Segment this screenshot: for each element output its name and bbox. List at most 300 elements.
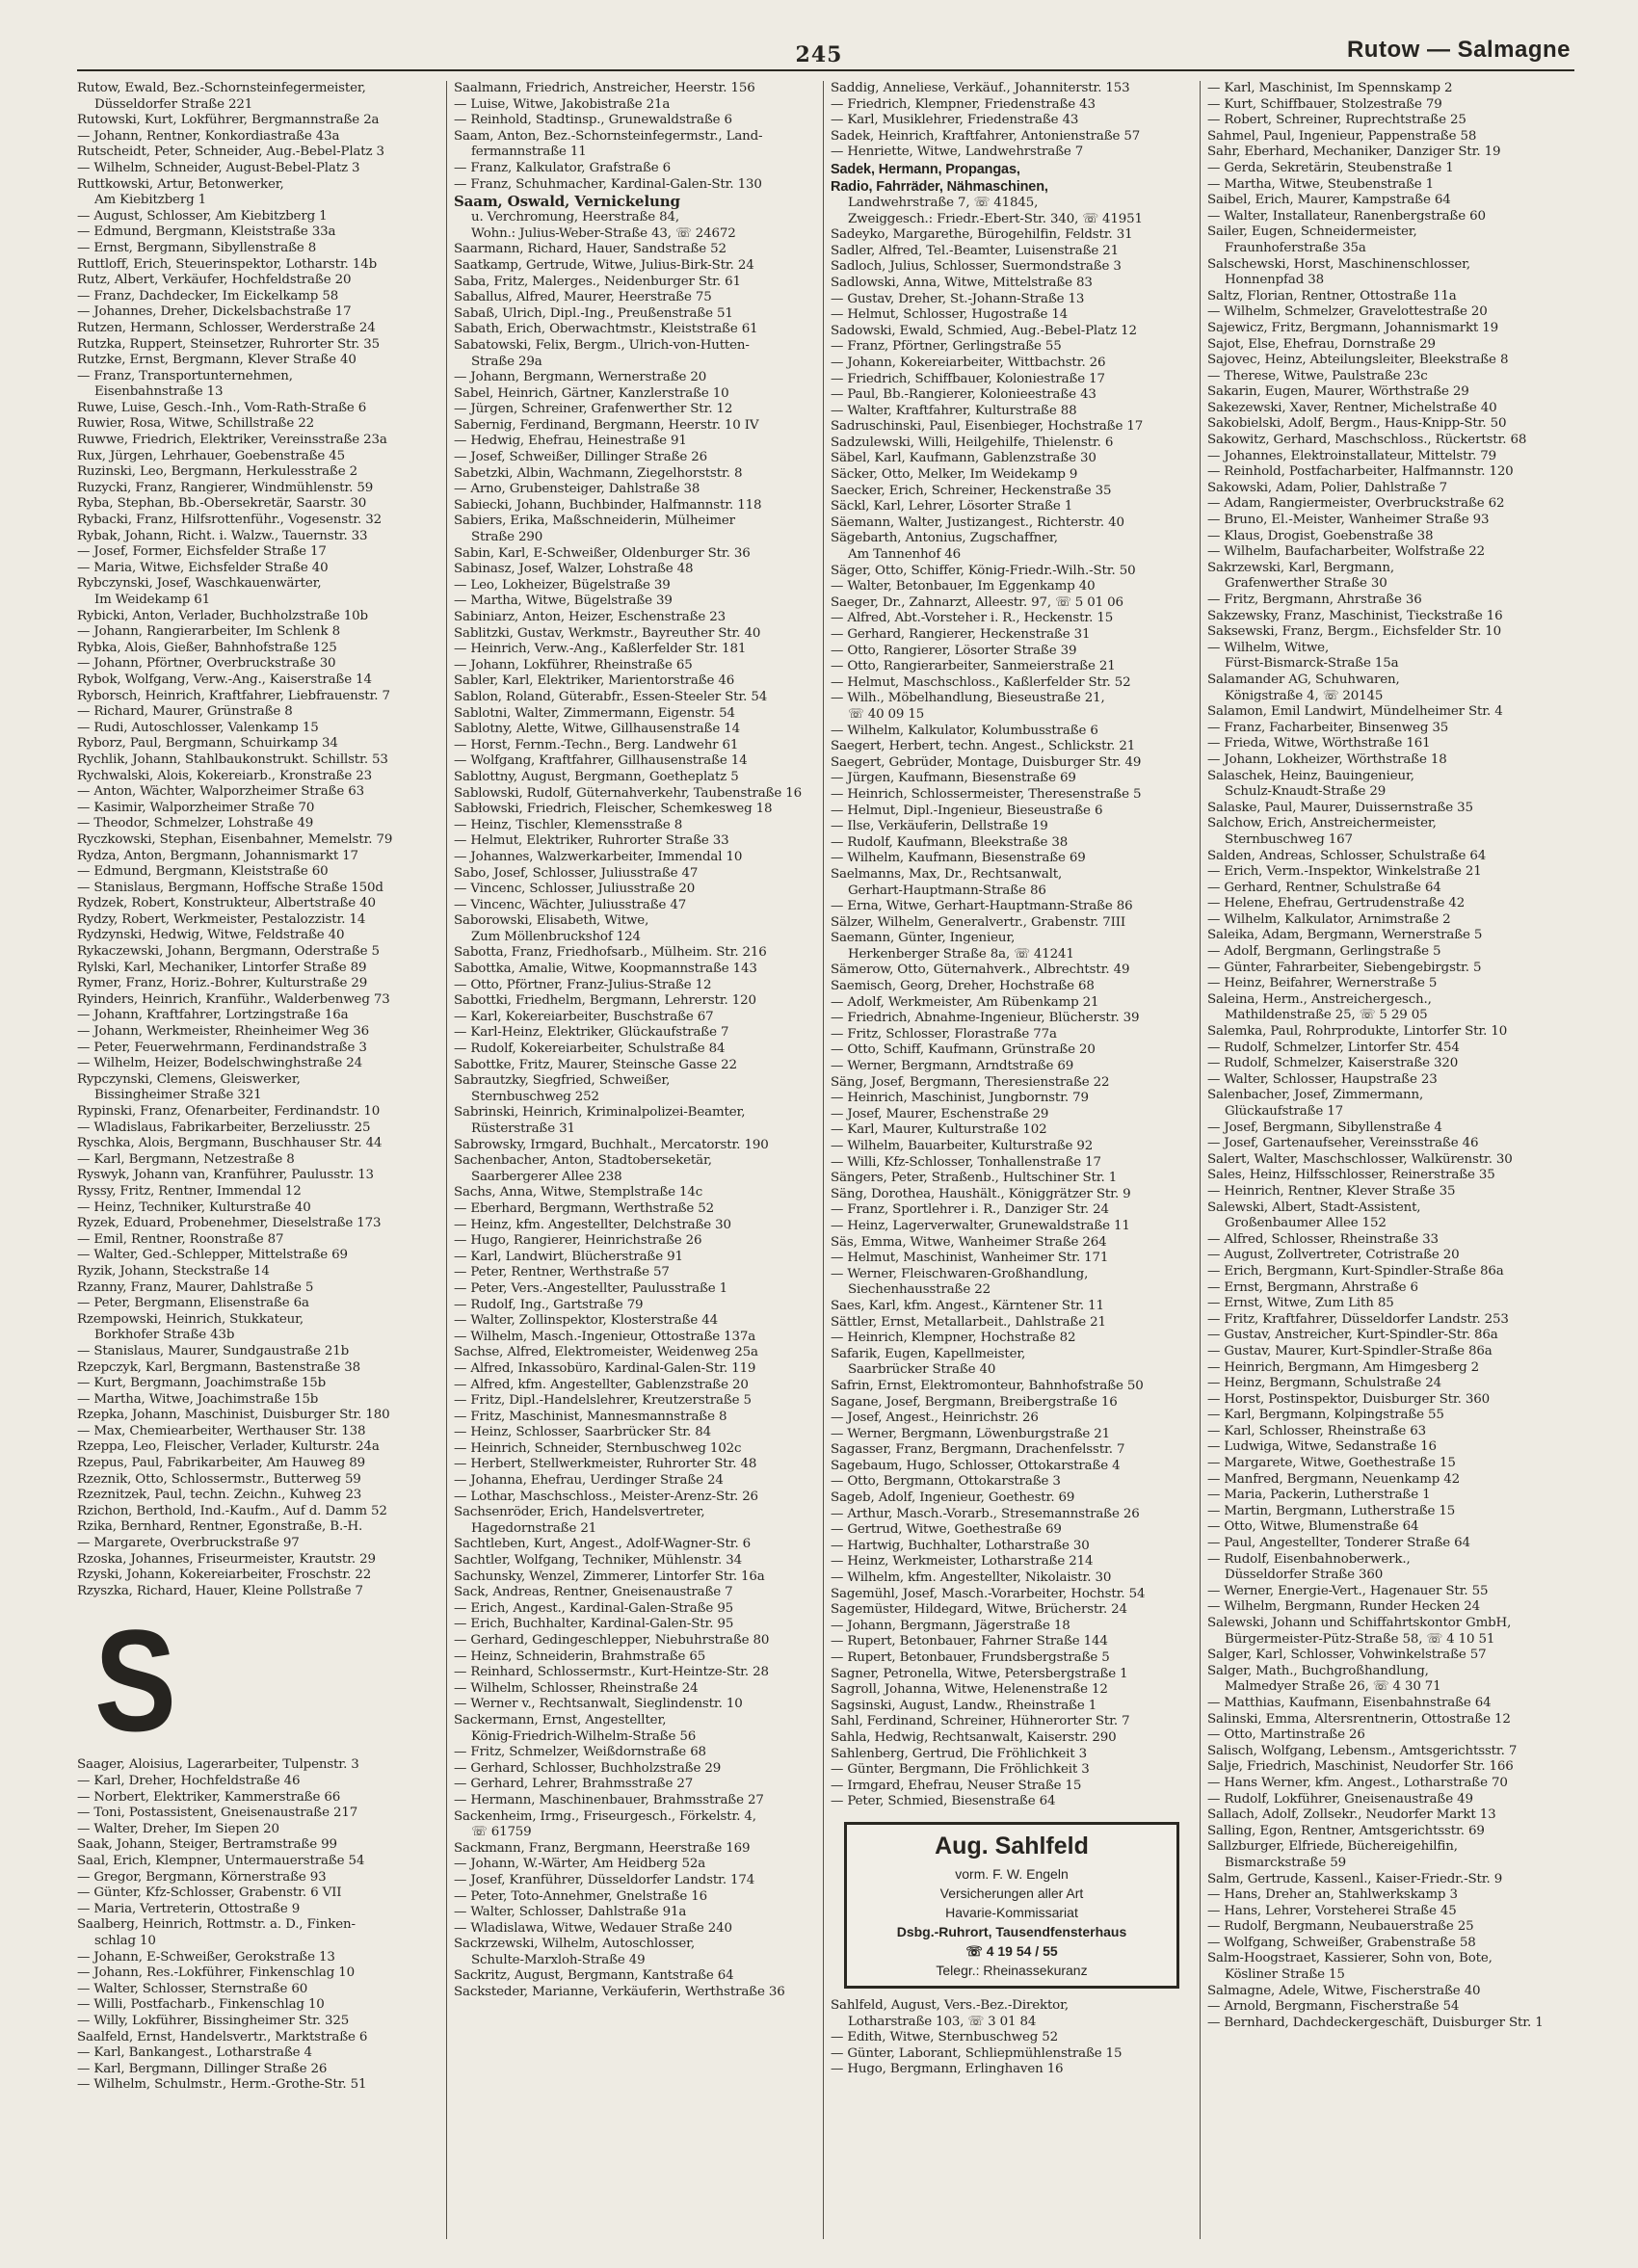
directory-entry: — Otto, Rangierarbeiter, Sanmeierstraße 21: [831, 659, 1116, 674]
directory-columns: [77, 81, 1576, 2239]
directory-entry: — Wilhelm, Kalkulator, Arnimstraße 2: [1207, 911, 1451, 927]
directory-entry: — Hermann, Maschinenbauer, Brahmsstraße 27: [454, 1792, 764, 1807]
header-rule: [77, 69, 1574, 71]
directory-entry: — Friedrich, Klempner, Friedenstraße 43: [831, 96, 1096, 112]
directory-entry: — Leo, Lokheizer, Bügelstraße 39: [454, 577, 671, 593]
directory-entry: — Ilse, Verkäuferin, Dellstraße 19: [831, 819, 1048, 834]
directory-entry: Ryba, Stephan, Bb.-Obersekretär, Saarstr. 30: [77, 496, 367, 512]
directory-entry: Sackenheim, Irmg., Friseurgesch., Förkelstr. 4,: [454, 1808, 756, 1824]
directory-entry: Sabler, Karl, Elektriker, Marientorstraße 46: [454, 673, 735, 689]
directory-entry: Sabiniarz, Anton, Heizer, Eschenstraße 23: [454, 610, 727, 624]
directory-entry: — Otto, Bergmann, Ottokarstraße 3: [831, 1474, 1061, 1490]
column-2: [446, 81, 823, 2239]
directory-entry: Saager, Aloisius, Lagerarbeiter, Tulpenstr. 3: [77, 1757, 359, 1773]
directory-entry-continuation: Großenbaumer Allee 152: [1225, 1216, 1387, 1231]
directory-entry: — Martha, Witwe, Steubenstraße 1: [1207, 176, 1435, 192]
directory-entry: Saal, Erich, Klempner, Untermauerstraße 54: [77, 1853, 365, 1868]
directory-entry: Sagebaum, Hugo, Schlosser, Ottokarstraße 4: [831, 1458, 1121, 1473]
directory-entry: Sahr, Eberhard, Mechaniker, Danziger Str. 19: [1207, 145, 1501, 160]
directory-entry: — Irmgard, Ehefrau, Neuser Straße 15: [831, 1778, 1082, 1793]
directory-entry: — Werner, Bergmann, Arndtstraße 69: [831, 1059, 1074, 1074]
directory-entry: — Herbert, Stellwerkmeister, Ruhrorter Str. 48: [454, 1457, 757, 1472]
directory-entry: Saegert, Herbert, techn. Angest., Schlickstr. 21: [831, 739, 1136, 754]
directory-entry: Sales, Heinz, Hilfsschlosser, Reinerstraße 35: [1207, 1168, 1495, 1183]
directory-entry: Saddig, Anneliese, Verkäuf., Johanniterstr. 153: [831, 81, 1130, 95]
directory-entry: — Gerhard, Schlosser, Buchholzstraße 29: [454, 1760, 722, 1776]
directory-entry: — Heinrich, Verw.-Ang., Kaßlerfelder Str. 181: [454, 642, 747, 657]
directory-entry: — Johann, Lokheizer, Wörthstraße 18: [1207, 752, 1447, 767]
directory-entry: — Horst, Fernm.-Techn., Berg. Landwehr 61: [454, 737, 739, 752]
directory-entry-continuation: Grafenwerther Straße 30: [1225, 576, 1387, 592]
directory-entry: Rydzynski, Hedwig, Witwe, Feldstraße 40: [77, 928, 345, 943]
directory-entry: Rzyszka, Richard, Hauer, Kleine Pollstraße 7: [77, 1583, 363, 1598]
directory-entry: Salenbacher, Josef, Zimmermann,: [1207, 1088, 1424, 1103]
directory-entry: — Anton, Wächter, Walporzheimer Straße 63: [77, 784, 364, 800]
directory-entry-continuation: Bismarckstraße 59: [1225, 1855, 1346, 1870]
directory-entry: Sabernig, Ferdinand, Bergmann, Heerstr. 10 IV: [454, 417, 759, 433]
directory-entry: — Otto, Martinstraße 26: [1207, 1727, 1365, 1743]
directory-entry: Säs, Emma, Witwe, Wanheimer Straße 264: [831, 1234, 1107, 1250]
directory-entry: — August, Zollvertreter, Cotristraße 20: [1207, 1248, 1460, 1263]
directory-entry: Rzichon, Berthold, Ind.-Kaufm., Auf d. Damm 52: [77, 1503, 387, 1518]
directory-entry: — Hugo, Rangierer, Heinrichstraße 26: [454, 1233, 702, 1249]
directory-entry: — Helmut, Maschinist, Wanheimer Str. 171: [831, 1251, 1109, 1266]
directory-entry: Ryborsch, Heinrich, Kraftfahrer, Liebfrauenstr. 7: [77, 688, 390, 703]
directory-entry: — Günter, Laborant, Schliepmühlenstraße 15: [831, 2045, 1123, 2061]
directory-entry: Sabel, Heinrich, Gärtner, Kanzlerstraße 10: [454, 385, 729, 401]
directory-entry: — Franz, Kalkulator, Grafstraße 6: [454, 160, 672, 175]
directory-entry: — Gustav, Anstreicher, Kurt-Spindler-Str. 86a: [1207, 1328, 1498, 1343]
directory-entry-continuation: Zum Möllenbruckshof 124: [471, 929, 641, 944]
directory-entry: — Therese, Witwe, Paulstraße 23c: [1207, 368, 1428, 383]
directory-entry: — Walter, Kraftfahrer, Kulturstraße 88: [831, 403, 1077, 418]
directory-entry: Sackritz, August, Bergmann, Kantstraße 64: [454, 1968, 734, 1984]
directory-entry: Sackmann, Franz, Bergmann, Heerstraße 169: [454, 1840, 751, 1856]
directory-entry: — Rudolf, Schmelzer, Lintorfer Str. 454: [1207, 1040, 1460, 1055]
directory-entry: — Karl, Maschinist, Im Spennskamp 2: [1207, 81, 1453, 95]
directory-entry: Sadler, Alfred, Tel.-Beamter, Luisenstraße 21: [831, 243, 1120, 258]
directory-entry: — Fritz, Schlosser, Florastraße 77a: [831, 1026, 1057, 1042]
directory-entry: — Reinhold, Stadtinsp., Grunewaldstraße 6: [454, 113, 732, 128]
directory-entry: — Hans Werner, kfm. Angest., Lotharstraße 70: [1207, 1775, 1508, 1790]
directory-entry: — Klaus, Drogist, Goebenstraße 38: [1207, 528, 1434, 543]
directory-entry-continuation: Siechenhausstraße 22: [848, 1282, 991, 1298]
directory-entry: — Günter, Fahrarbeiter, Siebengebirgstr. 5: [1207, 960, 1482, 975]
directory-entry: — Edmund, Bergmann, Kleiststraße 60: [77, 864, 329, 880]
directory-entry: — Erich, Buchhalter, Kardinal-Galen-Str. 95: [454, 1617, 734, 1632]
directory-entry: Sacksteder, Marianne, Verkäuferin, Werthstraße 36: [454, 1985, 785, 2000]
directory-entry: Sagane, Josef, Bergmann, Breibergstraße 16: [831, 1394, 1118, 1410]
directory-entry: — Stanislaus, Bergmann, Hoffsche Straße 150d: [77, 880, 383, 895]
directory-entry: — Peter, Feuerwehrmann, Ferdinandstraße 3: [77, 1040, 367, 1055]
directory-entry: Sajot, Else, Ehefrau, Dornstraße 29: [1207, 336, 1436, 352]
directory-entry: — Friedrich, Schiffbauer, Koloniestraße 17: [831, 371, 1105, 386]
directory-entry: — Robert, Schreiner, Ruprechtstraße 25: [1207, 113, 1466, 128]
directory-entry: Sablottny, August, Bergmann, Goetheplatz 5: [454, 769, 739, 784]
directory-entry: — Fritz, Bergmann, Ahrstraße 36: [1207, 593, 1422, 607]
directory-entry: Saballus, Alfred, Maurer, Heerstraße 75: [454, 290, 712, 305]
directory-entry: — Peter, Rentner, Werthstraße 57: [454, 1265, 670, 1280]
directory-entry: — Erich, Bergmann, Kurt-Spindler-Straße 86a: [1207, 1263, 1504, 1279]
directory-entry: Sahlfeld, August, Vers.-Bez.-Direktor,: [831, 1997, 1069, 2013]
directory-entry: Sagasser, Franz, Bergmann, Drachenfelsstr. 7: [831, 1442, 1125, 1458]
directory-entry: — Wilhelm, Baufacharbeiter, Wolfstraße 22: [1207, 544, 1486, 560]
directory-entry: — Ernst, Witwe, Zum Lith 85: [1207, 1296, 1394, 1311]
directory-entry: — Willy, Lokführer, Bissingheimer Str. 325: [77, 2013, 350, 2028]
directory-entry: Säckl, Karl, Lehrer, Lösorter Straße 1: [831, 499, 1073, 514]
directory-entry: — Fritz, Schmelzer, Weißdornstraße 68: [454, 1745, 706, 1760]
directory-entry: Sabottke, Fritz, Maurer, Steinsche Gasse 22: [454, 1057, 737, 1072]
directory-entry: Sallzburger, Elfriede, Büchereigehilfin,: [1207, 1839, 1458, 1855]
directory-entry: Sadruschinski, Paul, Eisenbieger, Hochstraße 17: [831, 419, 1144, 435]
directory-entry-continuation: ☏ 61759: [471, 1825, 532, 1840]
ad-line: Telegr.: Rheinassekuranz: [936, 1962, 1088, 1978]
directory-entry: Sachtler, Wolfgang, Techniker, Mühlenstr. 34: [454, 1553, 742, 1569]
directory-entry: — Gerhard, Lehrer, Brahmsstraße 27: [454, 1777, 694, 1792]
directory-entry: — Arnold, Bergmann, Fischerstraße 54: [1207, 1999, 1460, 2015]
directory-entry: — Otto, Schiff, Kaufmann, Grünstraße 20: [831, 1042, 1096, 1058]
directory-entry-continuation: Am Tannenhof 46: [848, 547, 961, 563]
directory-entry: — Willi, Kfz-Schlosser, Tonhallenstraße 17: [831, 1154, 1101, 1170]
directory-entry: — Martha, Witwe, Joachimstraße 15b: [77, 1391, 319, 1407]
directory-entry: Sablon, Roland, Güterabfr., Essen-Steeler Str. 54: [454, 689, 768, 704]
directory-entry-continuation: Mathildenstraße 25, ☏ 5 29 05: [1225, 1008, 1428, 1023]
directory-entry: — Rudolf, Schmelzer, Kaiserstraße 320: [1207, 1056, 1459, 1071]
directory-entry: Rychwalski, Alois, Kokereiarb., Kronstraße 23: [77, 768, 372, 783]
directory-entry: — Horst, Postinspektor, Duisburger Str. 360: [1207, 1391, 1490, 1407]
directory-entry: Sailer, Eugen, Schneidermeister,: [1207, 224, 1417, 240]
directory-entry: — Johann, Rangierarbeiter, Im Schlenk 8: [77, 624, 340, 640]
directory-entry: — Adolf, Werkmeister, Am Rübenkamp 21: [831, 994, 1099, 1010]
directory-entry-continuation: Zweiggesch.: Friedr.-Ebert-Str. 340, ☏ 41951: [848, 211, 1143, 226]
directory-entry: — Johann, Bergmann, Wernerstraße 20: [454, 370, 707, 385]
directory-entry: Saba, Fritz, Malerges., Neidenburger Str. 61: [454, 274, 741, 289]
directory-entry: Ruwwe, Friedrich, Elektriker, Vereinsstraße 23a: [77, 433, 387, 448]
directory-entry-continuation: Im Weidekamp 61: [94, 593, 211, 607]
directory-entry: Sachenbacher, Anton, Stadtoberseketär,: [454, 1153, 712, 1169]
directory-entry: — Jürgen, Schreiner, Grafenwerther Str. 12: [454, 402, 733, 417]
directory-entry: Saam, Oswald, Vernickelung: [454, 193, 680, 211]
directory-entry: Sabinasz, Josef, Walzer, Lohstraße 48: [454, 562, 694, 577]
directory-entry: — Josef, Gartenaufseher, Vereinsstraße 46: [1207, 1136, 1479, 1151]
directory-entry: Salje, Friedrich, Maschinist, Neudorfer Str. 166: [1207, 1759, 1514, 1775]
directory-entry: — Max, Chemiearbeiter, Werthauser Str. 138: [77, 1423, 366, 1438]
directory-entry: — Karl-Heinz, Elektriker, Glückaufstraße 7: [454, 1025, 729, 1041]
directory-entry: — Eberhard, Bergmann, Werthstraße 52: [454, 1200, 714, 1216]
directory-entry: Saecker, Erich, Schreiner, Heckenstraße 35: [831, 483, 1112, 498]
directory-entry: — Wilhelm, kfm. Angestellter, Nikolaistr. 30: [831, 1570, 1112, 1586]
directory-entry-continuation: Eisenbahnstraße 13: [94, 384, 224, 400]
directory-entry: Rzeppa, Leo, Fleischer, Verlader, Kulturstr. 24a: [77, 1439, 380, 1455]
directory-entry-continuation: Am Kiebitzberg 1: [94, 193, 206, 208]
directory-entry: — Erich, Verm.-Inspektor, Winkelstraße 21: [1207, 864, 1482, 880]
directory-entry: Rzoska, Johannes, Friseurmeister, Krautstr. 29: [77, 1551, 376, 1567]
directory-entry: Saborowski, Elisabeth, Witwe,: [454, 913, 649, 929]
directory-entry: Sageb, Adolf, Ingenieur, Goethestr. 69: [831, 1490, 1075, 1506]
directory-entry: Rutscheidt, Peter, Schneider, Aug.-Bebel-Platz 3: [77, 145, 384, 160]
directory-entry: — Heinrich, Bergmann, Am Himgesberg 2: [1207, 1359, 1480, 1375]
directory-entry: Rydzek, Robert, Konstrukteur, Albertstraße 40: [77, 896, 376, 911]
directory-entry: — Werner, Energie-Vert., Hagenauer Str. 55: [1207, 1583, 1489, 1598]
directory-entry: Rutow, Ewald, Bez.-Schornsteinfegermeister,: [77, 81, 366, 95]
directory-entry: — Johann, Res.-Lokführer, Finkenschlag 10: [77, 1965, 355, 1981]
directory-entry: — Martin, Bergmann, Lutherstraße 15: [1207, 1503, 1456, 1518]
directory-entry: — Heinz, Techniker, Kulturstraße 40: [77, 1200, 311, 1215]
directory-entry: Sakrzewski, Karl, Bergmann,: [1207, 560, 1394, 575]
directory-entry-continuation: Königstraße 4, ☏ 20145: [1225, 688, 1384, 703]
directory-entry: — Alfred, Schlosser, Rheinstraße 33: [1207, 1231, 1439, 1247]
directory-entry: Sabrowsky, Irmgard, Buchhalt., Mercatorstr. 190: [454, 1137, 769, 1152]
directory-entry: — Heinz, Beifahrer, Wernerstraße 5: [1207, 976, 1438, 991]
directory-entry: — Wolfgang, Schweißer, Grabenstraße 58: [1207, 1935, 1476, 1950]
directory-entry: — Erna, Witwe, Gerhart-Hauptmann-Straße 86: [831, 899, 1133, 914]
directory-entry-continuation: Hagedornstraße 21: [471, 1520, 597, 1536]
directory-entry-continuation: Bissingheimer Straße 321: [94, 1088, 262, 1103]
directory-entry-continuation: schlag 10: [94, 1933, 156, 1948]
directory-entry: Rzepka, Johann, Maschinist, Duisburger Str. 180: [77, 1408, 390, 1423]
directory-entry-continuation: Kösliner Straße 15: [1225, 1967, 1345, 1983]
directory-entry: — Alfred, kfm. Angestellter, Gablenzstraße 20: [454, 1377, 749, 1392]
directory-entry: — Walter, Ged.-Schlepper, Mittelstraße 69: [77, 1248, 348, 1263]
directory-entry: — Franz, Facharbeiter, Binsenweg 35: [1207, 720, 1449, 735]
directory-entry: — Karl, Bankangest., Lotharstraße 4: [77, 2045, 312, 2061]
directory-entry: — Adam, Rangiermeister, Overbruckstraße 62: [1207, 496, 1505, 512]
directory-entry: — Karl, Bergmann, Kolpingstraße 55: [1207, 1408, 1444, 1423]
directory-entry: Säger, Otto, Schiffer, König-Friedr.-Wilh.-Str. 50: [831, 563, 1136, 578]
directory-entry: Sämerow, Otto, Güternahverk., Albrechtstr. 49: [831, 963, 1130, 978]
directory-entry: Saemisch, Georg, Dreher, Hochstraße 68: [831, 979, 1095, 994]
directory-entry: — Wilhelm, Kaufmann, Biesenstraße 69: [831, 851, 1086, 866]
directory-entry: Saalmann, Friedrich, Anstreicher, Heerstr. 156: [454, 81, 755, 95]
directory-entry: — Heinz, Bergmann, Schulstraße 24: [1207, 1376, 1441, 1391]
directory-entry: — Karl, Dreher, Hochfeldstraße 46: [77, 1774, 301, 1788]
directory-entry: Sabiers, Erika, Maßschneiderin, Mülheimer: [454, 514, 735, 529]
directory-entry: Sahmel, Paul, Ingenieur, Pappenstraße 58: [1207, 128, 1477, 144]
directory-entry: — Alfred, Inkassobüro, Kardinal-Galen-Str. 119: [454, 1360, 756, 1376]
directory-entry: — Peter, Bergmann, Elisenstraße 6a: [77, 1296, 309, 1311]
directory-entry: Saemann, Günter, Ingenieur,: [831, 931, 1016, 946]
directory-entry: — Rudolf, Bergmann, Neubauerstraße 25: [1207, 1919, 1474, 1935]
directory-entry: Rzeznitzek, Paul, techn. Zeichn., Kuhweg 23: [77, 1488, 362, 1503]
directory-entry: — Wolfgang, Kraftfahrer, Gillhausenstraße 14: [454, 753, 748, 769]
directory-entry: — Helmut, Schlosser, Hugostraße 14: [831, 307, 1069, 323]
directory-entry: Saegert, Gebrüder, Montage, Duisburger Str. 49: [831, 754, 1142, 770]
directory-entry: — Helene, Ehefrau, Gertrudenstraße 42: [1207, 896, 1466, 911]
directory-entry: Sabiecki, Johann, Buchbinder, Halfmannstr. 118: [454, 497, 762, 513]
directory-entry: Rychlik, Johann, Stahlbaukonstrukt. Schillstr. 53: [77, 752, 388, 767]
directory-entry: Saelmanns, Max, Dr., Rechtsanwalt,: [831, 866, 1063, 882]
directory-entry: — Werner v., Rechtsanwalt, Sieglindenstr. 10: [454, 1697, 743, 1712]
directory-entry: — Paul, Bb.-Rangierer, Kolonieestraße 43: [831, 387, 1096, 403]
directory-entry: — Helmut, Elektriker, Ruhrorter Straße 33: [454, 833, 729, 849]
directory-entry: Salemka, Paul, Rohrprodukte, Lintorfer Str. 10: [1207, 1024, 1508, 1040]
directory-entry: — Kurt, Schiffbauer, Stolzestraße 79: [1207, 96, 1442, 112]
directory-entry: Sahl, Ferdinand, Schreiner, Hühnerorter Str. 7: [831, 1714, 1130, 1729]
directory-entry-continuation: Düsseldorfer Straße 360: [1225, 1568, 1384, 1583]
directory-entry: Sablotni, Walter, Zimmermann, Eigenstr. 54: [454, 705, 735, 721]
directory-entry: — Wilhelm, Schneider, August-Bebel-Platz 3: [77, 160, 360, 175]
directory-entry: Salmagne, Adele, Witwe, Fischerstraße 40: [1207, 1983, 1481, 1998]
directory-entry: — Paul, Angestellter, Tonderer Straße 64: [1207, 1536, 1470, 1551]
directory-entry: Sadeyko, Margarethe, Bürogehilfin, Feldstr. 31: [831, 227, 1133, 243]
directory-entry: — Karl, Kokereiarbeiter, Buschstraße 67: [454, 1009, 714, 1024]
directory-entry: — Johann, Rentner, Konkordiastraße 43a: [77, 128, 340, 144]
directory-entry: — Theodor, Schmelzer, Lohstraße 49: [77, 816, 314, 831]
directory-entry-continuation: Schulte-Marxloh-Straße 49: [471, 1952, 646, 1967]
directory-entry: Rylski, Karl, Mechaniker, Lintorfer Straße 89: [77, 960, 367, 975]
directory-entry: — Bruno, El.-Meister, Wanheimer Straße 93: [1207, 513, 1490, 528]
directory-entry: — Gerhard, Rangierer, Heckenstraße 31: [831, 627, 1091, 642]
directory-entry: — Peter, Vers.-Angestellter, Paulusstraße 1: [454, 1280, 728, 1296]
directory-entry: Rybicki, Anton, Verlader, Buchholzstraße 10b: [77, 608, 368, 623]
directory-entry: — Norbert, Elektriker, Kammerstraße 66: [77, 1789, 341, 1805]
directory-entry: — Otto, Pförtner, Franz-Julius-Straße 12: [454, 977, 712, 992]
directory-entry: — Wilhelm, Schmelzer, Gravelottestraße 20: [1207, 304, 1488, 320]
directory-entry-continuation: Fürst-Bismarck-Straße 15a: [1225, 656, 1399, 672]
directory-entry: — Gustav, Dreher, St.-Johann-Straße 13: [831, 291, 1085, 306]
directory-entry: Salling, Egon, Rentner, Amtsgerichtsstr. 69: [1207, 1823, 1485, 1838]
directory-entry: — Heinz, Schneiderin, Brahmstraße 65: [454, 1648, 706, 1664]
directory-entry: — Helmut, Maschschloss., Kaßlerfelder Str. 52: [831, 674, 1131, 690]
directory-entry: — Wilh., Möbelhandlung, Bieseustraße 21,: [831, 691, 1105, 706]
directory-entry: Salm, Gertrude, Kassenl., Kaiser-Friedr.-Str. 9: [1207, 1871, 1503, 1886]
directory-entry: Sablowski, Rudolf, Güternahverkehr, Taubenstraße 16: [454, 785, 802, 801]
directory-entry: Saltz, Florian, Rentner, Ottostraße 11a: [1207, 288, 1457, 303]
directory-entry: Rybak, Johann, Richt. i. Walzw., Tauernstr. 33: [77, 528, 368, 543]
directory-entry: Radio, Fahrräder, Nähmaschinen,: [831, 178, 1048, 195]
directory-entry: — Luise, Witwe, Jakobistraße 21a: [454, 96, 671, 112]
directory-entry: — Rudolf, Lokführer, Gneisenaustraße 49: [1207, 1791, 1473, 1806]
directory-entry: Salger, Math., Buchgroßhandlung,: [1207, 1663, 1429, 1678]
directory-entry-continuation: Lotharstraße 103, ☏ 3 01 84: [848, 2014, 1037, 2029]
directory-entry: Salchow, Erich, Anstreichermeister,: [1207, 816, 1437, 831]
directory-entry: — Josef, Maurer, Eschenstraße 29: [831, 1106, 1049, 1121]
directory-entry: — Günter, Bergmann, Die Fröhlichkeit 3: [831, 1762, 1090, 1778]
directory-entry: — Edith, Witwe, Sternbuschweg 52: [831, 2030, 1059, 2045]
directory-entry: — Josef, Kranführer, Düsseldorfer Landstr. 174: [454, 1872, 755, 1887]
directory-entry-continuation: Sternbuschweg 252: [471, 1089, 599, 1104]
ad-line: ☏ 4 19 54 / 55: [965, 1942, 1058, 1959]
directory-entry: Salden, Andreas, Schlosser, Schulstraße 64: [1207, 848, 1487, 863]
directory-entry: — Hedwig, Ehefrau, Heinestraße 91: [454, 434, 687, 449]
directory-entry: Rutzka, Ruppert, Steinsetzer, Ruhrorter Str. 35: [77, 336, 380, 352]
directory-entry: Sägebarth, Antonius, Zugschaffner,: [831, 531, 1058, 546]
directory-entry: — Karl, Landwirt, Blücherstraße 91: [454, 1249, 683, 1264]
directory-entry: — Rudolf, Kokereiarbeiter, Schulstraße 84: [454, 1042, 726, 1057]
directory-entry: — Gustav, Maurer, Kurt-Spindler-Straße 86a: [1207, 1343, 1493, 1358]
directory-entry-continuation: Landwehrstraße 7, ☏ 41845,: [848, 195, 1039, 210]
directory-entry: Rydzy, Robert, Werkmeister, Pestalozzistr. 14: [77, 911, 366, 927]
directory-entry: Safrin, Ernst, Elektromonteur, Bahnhofstraße 50: [831, 1378, 1144, 1393]
directory-entry: Sablitzki, Gustav, Werkmstr., Bayreuther Str. 40: [454, 625, 761, 641]
directory-entry: Rutowski, Kurt, Lokführer, Bergmannstraße 2a: [77, 113, 380, 128]
directory-entry: — Martha, Witwe, Bügelstraße 39: [454, 593, 673, 609]
directory-entry: — Rupert, Betonbauer, Frundsbergstraße 5: [831, 1650, 1110, 1665]
directory-entry: — Karl, Schlosser, Rheinstraße 63: [1207, 1423, 1426, 1438]
directory-entry-continuation: Straße 29a: [471, 354, 542, 369]
directory-entry: — Heinrich, Klempner, Hochstraße 82: [831, 1331, 1076, 1346]
directory-entry: Sängers, Peter, Straßenb., Hultschiner Str. 1: [831, 1171, 1118, 1186]
directory-entry: — Gerhard, Rentner, Schulstraße 64: [1207, 880, 1441, 895]
directory-entry: Sadloch, Julius, Schlosser, Suermondstraße 3: [831, 259, 1122, 275]
directory-entry: — Kasimir, Walporzheimer Straße 70: [77, 800, 315, 815]
directory-entry-continuation: Gerhart-Hauptmann-Straße 86: [848, 883, 1046, 898]
directory-entry: — Walter, Schlosser, Haupstraße 23: [1207, 1071, 1438, 1087]
directory-entry: — Ludwiga, Witwe, Sedanstraße 16: [1207, 1439, 1437, 1455]
directory-entry: Sabrautzky, Siegfried, Schweißer,: [454, 1073, 671, 1089]
directory-entry: Sallach, Adolf, Zollsekr., Neudorfer Markt 13: [1207, 1807, 1496, 1823]
directory-entry: — Otto, Rangierer, Lösorter Straße 39: [831, 643, 1077, 658]
directory-entry: Ryzik, Johann, Steckstraße 14: [77, 1263, 270, 1279]
directory-entry: Rypczynski, Clemens, Gleiswerker,: [77, 1071, 301, 1087]
directory-entry: Salert, Walter, Maschschlosser, Walkürenstr. 30: [1207, 1151, 1513, 1167]
directory-entry: Sabłowski, Friedrich, Fleischer, Schemkesweg 18: [454, 802, 773, 817]
directory-entry: Sachs, Anna, Witwe, Stemplstraße 14c: [454, 1185, 703, 1200]
directory-entry: — Heinz, Tischler, Klemensstraße 8: [454, 817, 683, 832]
directory-entry: Sack, Andreas, Rentner, Gneisenaustraße 7: [454, 1585, 733, 1600]
directory-entry: Ruwier, Rosa, Witwe, Schillstraße 22: [77, 416, 314, 432]
directory-entry: Sahlenberg, Gertrud, Die Fröhlichkeit 3: [831, 1746, 1088, 1761]
directory-entry: Rzeznik, Otto, Schlossermstr., Butterweg 59: [77, 1471, 361, 1487]
directory-entry: — Karl, Bergmann, Dillinger Straße 26: [77, 2061, 328, 2076]
ad-line: Dsbg.-Ruhrort, Tausendfensterhaus: [896, 1923, 1127, 1939]
directory-entry: — Karl, Bergmann, Netzestraße 8: [77, 1151, 295, 1167]
directory-entry: Ryssy, Fritz, Rentner, Immendal 12: [77, 1183, 302, 1199]
directory-entry: — Josef, Former, Eichsfelder Straße 17: [77, 544, 327, 560]
directory-entry: Sälzer, Wilhelm, Generalvertr., Grabenstr. 7III: [831, 914, 1126, 930]
directory-entry: Saleina, Herm., Anstreichergesch.,: [1207, 991, 1432, 1007]
directory-entry: — Rudolf, Kaufmann, Bleekstraße 38: [831, 834, 1069, 850]
directory-entry: Saak, Johann, Steiger, Bertramstraße 99: [77, 1837, 337, 1853]
directory-entry: — Wilhelm, Heizer, Bodelschwinghstraße 24: [77, 1056, 362, 1071]
ad-line: Havarie-Kommissariat: [945, 1904, 1078, 1920]
directory-entry: — Johann, Lokführer, Rheinstraße 65: [454, 657, 693, 672]
directory-entry: — Josef, Schweißer, Dillinger Straße 26: [454, 450, 708, 465]
directory-entry: — Heinrich, Schneider, Sternbuschweg 102c: [454, 1440, 742, 1456]
directory-entry: Saeger, Dr., Zahnarzt, Alleestr. 97, ☏ 5 01 06: [831, 594, 1123, 610]
directory-entry: — Alfred, Abt.-Vorsteher i. R., Heckenstr. 15: [831, 611, 1114, 626]
directory-entry: Saleika, Adam, Bergmann, Wernerstraße 5: [1207, 928, 1483, 943]
directory-entry: — Heinrich, Maschinist, Jungbornstr. 79: [831, 1091, 1089, 1106]
directory-entry-continuation: ☏ 40 09 15: [848, 706, 925, 722]
directory-entry: — Maria, Witwe, Eichsfelder Straße 40: [77, 560, 329, 575]
directory-entry-continuation: König-Friedrich-Wilhelm-Straße 56: [471, 1728, 697, 1744]
directory-entry: Rybczynski, Josef, Waschkauenwärter,: [77, 576, 322, 592]
directory-entry: Salisch, Wolfgang, Lebensm., Amtsgerichtsstr. 7: [1207, 1743, 1518, 1758]
directory-entry: Salschewski, Horst, Maschinenschlosser,: [1207, 256, 1470, 272]
directory-entry: Salger, Karl, Schlosser, Vohwinkelstraße 57: [1207, 1648, 1487, 1663]
directory-entry: — Walter, Betonbauer, Im Eggenkamp 40: [831, 579, 1096, 594]
directory-entry: — Adolf, Bergmann, Gerlingstraße 5: [1207, 944, 1441, 960]
directory-entry: Sachse, Alfred, Elektromeister, Weidenweg 25a: [454, 1345, 758, 1360]
directory-entry: — Otto, Witwe, Blumenstraße 64: [1207, 1519, 1419, 1535]
directory-entry: Sättler, Ernst, Metallarbeit., Dahlstraße 21: [831, 1314, 1106, 1330]
directory-entry: — Wilhelm, Kalkulator, Kolumbusstraße 6: [831, 723, 1098, 738]
ad-line: Versicherungen aller Art: [939, 1885, 1084, 1901]
directory-entry: — Wladislaus, Fabrikarbeiter, Berzeliusstr. 25: [77, 1120, 371, 1135]
directory-entry: Sakowski, Adam, Polier, Dahlstraße 7: [1207, 480, 1447, 495]
directory-entry: Rzepus, Paul, Fabrikarbeiter, Am Hauweg 89: [77, 1456, 365, 1471]
directory-entry: Rzanny, Franz, Maurer, Dahlstraße 5: [77, 1279, 314, 1295]
directory-entry: — Bernhard, Dachdeckergeschäft, Duisburger Str. 1: [1207, 2015, 1544, 2030]
directory-entry: Rykaczewski, Johann, Bergmann, Oderstraße 5: [77, 944, 380, 960]
directory-entry: — Maria, Packerin, Lutherstraße 1: [1207, 1488, 1431, 1503]
directory-entry-continuation: fermannstraße 11: [471, 145, 587, 160]
directory-entry: — Jürgen, Kaufmann, Biesenstraße 69: [831, 771, 1076, 786]
directory-entry: Sabatowski, Felix, Bergm., Ulrich-von-Hutten-: [454, 337, 750, 353]
directory-entry-continuation: u. Verchromung, Heerstraße 84,: [471, 210, 680, 225]
directory-entry: — Fritz, Kraftfahrer, Düsseldorfer Landstr. 253: [1207, 1311, 1509, 1327]
